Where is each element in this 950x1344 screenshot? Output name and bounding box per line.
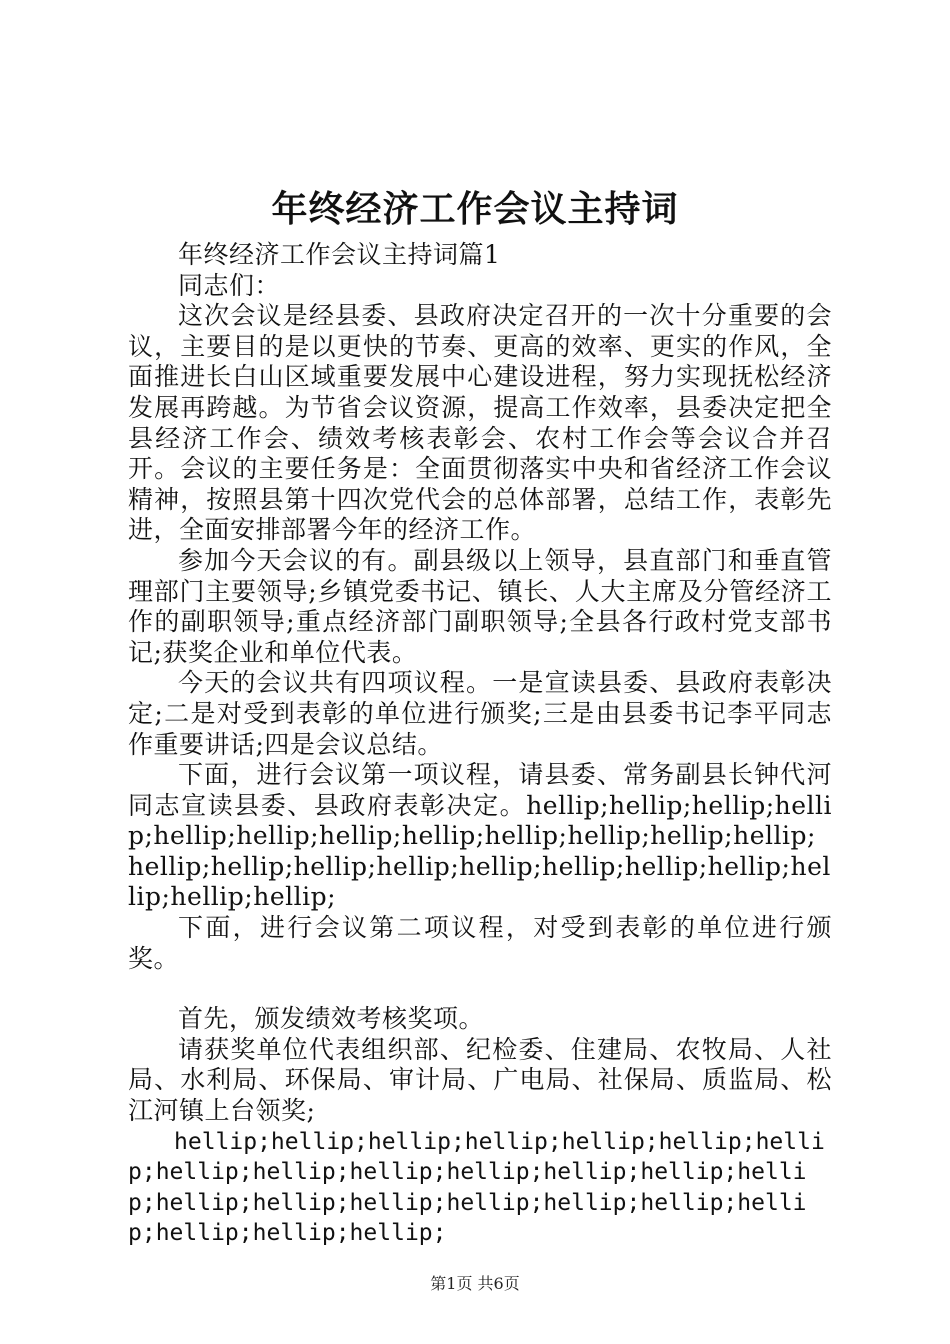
paragraph-meeting-purpose: 这次会议是经县委、县政府决定召开的一次十分重要的会议，主要目的是以更快的节奏、更高的效率、更实的作风，全面推进长白山区域重要发展中心建设进程，努力实现抚松经济发展再跨越。为节省会议资源，提高工作效率，县委决定把全县经济工作会、绩效考核表彰会、农村工作会等会议合并召开。会议的主要任务是：全面贯彻落实中央和省经济工作会议精神，按照县第十四次党代会的总体部署，总结工作，表彰先进，全面安排部署今年的经济工作。	[128, 301, 832, 545]
paragraph-attendees: 参加今天会议的有。副县级以上领导，县直部门和垂直管理部门主要领导;乡镇党委书记、镇长、人大主席及分管经济工作的副职领导;重点经济部门副职领导;全县各行政村党支部书记;获奖企业和单位代表。	[128, 545, 832, 667]
salutation: 同志们：	[178, 270, 281, 300]
paragraph-award-units: 请获奖单位代表组织部、纪检委、住建局、农牧局、人社局、水利局、环保局、审计局、广电局、社保局、质监局、松江河镇上台领奖;	[128, 1034, 832, 1126]
document-body	[128, 240, 832, 1249]
page-footer: 第1页 共6页	[430, 1274, 520, 1293]
paragraph-second-item: 下面，进行会议第二项议程，对受到表彰的单位进行颁奖。	[128, 913, 832, 973]
document-title: 年终经济工作会议主持词	[271, 189, 679, 230]
paragraph-first-item: 下面，进行会议第一项议程，请县委、常务副县长钟代河同志宣读县委、县政府表彰决定。hellip;hellip;hellip;hellip;hellip;hellip;hellip;hellip;hellip;hellip;hellip;hellip;hellip;hellip;hellip;hellip;hellip;hellip;hellip;hellip;hellip;hellip;hellip;	[128, 760, 832, 912]
paragraph-award-intro: 首先，颁发绩效考核奖项。	[178, 1004, 485, 1034]
paragraph-ellipsis: hellip;hellip;hellip;hellip;hellip;hellip;hellip;hellip;hellip;hellip;hellip;hellip;hellip;hellip;hellip;hellip;hellip;hellip;hellip;hellip;hellip;hellip;hellip;hellip;	[128, 1128, 825, 1247]
paragraph-agenda: 今天的会议共有四项议程。一是宣读县委、县政府表彰决定;二是对受到表彰的单位进行颁奖;三是由县委书记李平同志作重要讲话;四是会议总结。	[128, 668, 832, 759]
paragraph-spacer	[128, 974, 832, 1004]
section-heading: 年终经济工作会议主持词篇1	[178, 240, 501, 269]
